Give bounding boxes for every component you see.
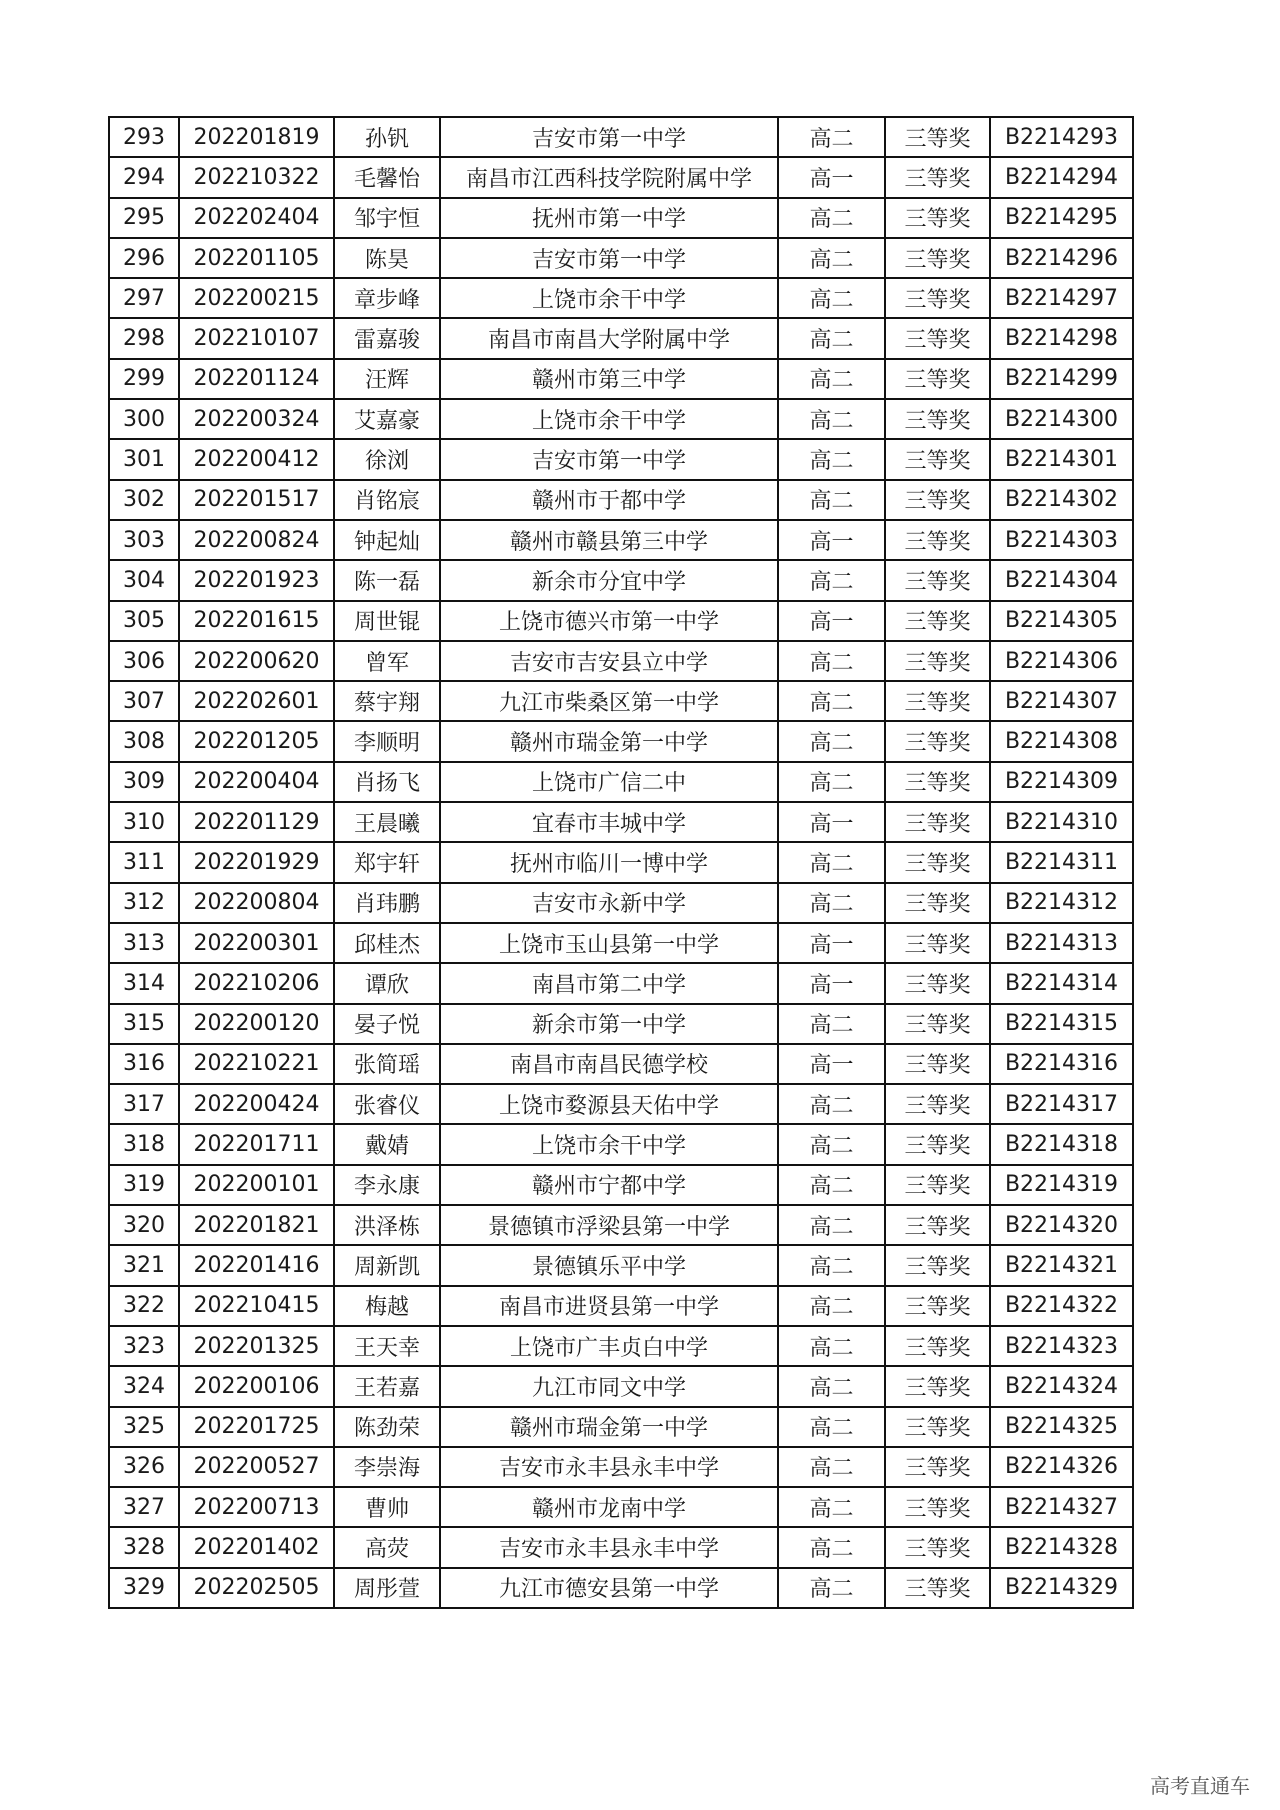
student-name-cell: 陈劲荣 bbox=[334, 1407, 440, 1447]
table-row bbox=[109, 601, 1133, 641]
row-number-cell: 300 bbox=[109, 399, 179, 439]
grade-cell: 高二 bbox=[778, 480, 885, 520]
school-cell: 南昌市南昌大学附属中学 bbox=[440, 318, 778, 358]
award-level-cell: 三等奖 bbox=[885, 520, 990, 560]
student-name-cell: 艾嘉豪 bbox=[334, 399, 440, 439]
table-row bbox=[109, 318, 1133, 358]
certificate-number-cell: B2214313 bbox=[990, 923, 1133, 963]
student-id-cell: 202210415 bbox=[179, 1286, 334, 1326]
row-number-cell: 309 bbox=[109, 762, 179, 802]
award-level-cell: 三等奖 bbox=[885, 681, 990, 721]
certificate-number-cell: B2214318 bbox=[990, 1124, 1133, 1164]
table-row bbox=[109, 198, 1133, 238]
table-row bbox=[109, 1407, 1133, 1447]
student-id-cell: 202200527 bbox=[179, 1447, 334, 1487]
table-row bbox=[109, 238, 1133, 278]
row-number-cell: 327 bbox=[109, 1487, 179, 1527]
row-number-cell: 294 bbox=[109, 157, 179, 197]
student-name-cell: 汪辉 bbox=[334, 359, 440, 399]
school-cell: 九江市柴桑区第一中学 bbox=[440, 681, 778, 721]
grade-cell: 高二 bbox=[778, 439, 885, 479]
school-cell: 上饶市余干中学 bbox=[440, 1124, 778, 1164]
certificate-number-cell: B2214312 bbox=[990, 883, 1133, 923]
school-cell: 九江市同文中学 bbox=[440, 1366, 778, 1406]
student-id-cell: 202201124 bbox=[179, 359, 334, 399]
grade-cell: 高二 bbox=[778, 1124, 885, 1164]
student-name-cell: 李崇海 bbox=[334, 1447, 440, 1487]
table-row bbox=[109, 1044, 1133, 1084]
row-number-cell: 307 bbox=[109, 681, 179, 721]
table-body bbox=[109, 117, 1133, 1608]
row-number-cell: 322 bbox=[109, 1286, 179, 1326]
row-number-cell: 329 bbox=[109, 1568, 179, 1608]
certificate-number-cell: B2214299 bbox=[990, 359, 1133, 399]
certificate-number-cell: B2214300 bbox=[990, 399, 1133, 439]
student-name-cell: 梅越 bbox=[334, 1286, 440, 1326]
award-level-cell: 三等奖 bbox=[885, 1004, 990, 1044]
school-cell: 上饶市婺源县天佑中学 bbox=[440, 1084, 778, 1124]
student-id-cell: 202201929 bbox=[179, 842, 334, 882]
table-row bbox=[109, 1286, 1133, 1326]
school-cell: 吉安市永丰县永丰中学 bbox=[440, 1527, 778, 1567]
row-number-cell: 313 bbox=[109, 923, 179, 963]
student-id-cell: 202200804 bbox=[179, 883, 334, 923]
certificate-number-cell: B2214296 bbox=[990, 238, 1133, 278]
student-name-cell: 毛馨怡 bbox=[334, 157, 440, 197]
award-level-cell: 三等奖 bbox=[885, 198, 990, 238]
student-id-cell: 202210206 bbox=[179, 963, 334, 1003]
school-cell: 抚州市第一中学 bbox=[440, 198, 778, 238]
grade-cell: 高二 bbox=[778, 1205, 885, 1245]
school-cell: 上饶市广信二中 bbox=[440, 762, 778, 802]
student-id-cell: 202200824 bbox=[179, 520, 334, 560]
row-number-cell: 328 bbox=[109, 1527, 179, 1567]
school-cell: 抚州市临川一博中学 bbox=[440, 842, 778, 882]
student-name-cell: 雷嘉骏 bbox=[334, 318, 440, 358]
row-number-cell: 310 bbox=[109, 802, 179, 842]
watermark-text: 高考直通车 bbox=[1150, 1774, 1250, 1798]
award-level-cell: 三等奖 bbox=[885, 157, 990, 197]
row-number-cell: 311 bbox=[109, 842, 179, 882]
student-name-cell: 高荧 bbox=[334, 1527, 440, 1567]
grade-cell: 高二 bbox=[778, 1165, 885, 1205]
row-number-cell: 297 bbox=[109, 278, 179, 318]
certificate-number-cell: B2214326 bbox=[990, 1447, 1133, 1487]
student-name-cell: 肖铭宸 bbox=[334, 480, 440, 520]
award-level-cell: 三等奖 bbox=[885, 1245, 990, 1285]
table-row bbox=[109, 359, 1133, 399]
grade-cell: 高二 bbox=[778, 883, 885, 923]
student-id-cell: 202200215 bbox=[179, 278, 334, 318]
school-cell: 赣州市宁都中学 bbox=[440, 1165, 778, 1205]
certificate-number-cell: B2214297 bbox=[990, 278, 1133, 318]
grade-cell: 高一 bbox=[778, 963, 885, 1003]
table-row bbox=[109, 1004, 1133, 1044]
student-name-cell: 王晨曦 bbox=[334, 802, 440, 842]
certificate-number-cell: B2214327 bbox=[990, 1487, 1133, 1527]
row-number-cell: 316 bbox=[109, 1044, 179, 1084]
grade-cell: 高二 bbox=[778, 318, 885, 358]
student-name-cell: 肖扬飞 bbox=[334, 762, 440, 802]
school-cell: 吉安市吉安县立中学 bbox=[440, 641, 778, 681]
grade-cell: 高一 bbox=[778, 923, 885, 963]
grade-cell: 高二 bbox=[778, 359, 885, 399]
school-cell: 赣州市瑞金第一中学 bbox=[440, 721, 778, 761]
award-level-cell: 三等奖 bbox=[885, 1487, 990, 1527]
school-cell: 景德镇乐平中学 bbox=[440, 1245, 778, 1285]
certificate-number-cell: B2214310 bbox=[990, 802, 1133, 842]
row-number-cell: 321 bbox=[109, 1245, 179, 1285]
table-row bbox=[109, 157, 1133, 197]
certificate-number-cell: B2214315 bbox=[990, 1004, 1133, 1044]
school-cell: 赣州市龙南中学 bbox=[440, 1487, 778, 1527]
grade-cell: 高一 bbox=[778, 157, 885, 197]
row-number-cell: 295 bbox=[109, 198, 179, 238]
certificate-number-cell: B2214309 bbox=[990, 762, 1133, 802]
student-id-cell: 202210107 bbox=[179, 318, 334, 358]
student-id-cell: 202201923 bbox=[179, 560, 334, 600]
table-row bbox=[109, 802, 1133, 842]
award-level-cell: 三等奖 bbox=[885, 560, 990, 600]
school-cell: 南昌市第二中学 bbox=[440, 963, 778, 1003]
certificate-number-cell: B2214307 bbox=[990, 681, 1133, 721]
table-row bbox=[109, 439, 1133, 479]
grade-cell: 高二 bbox=[778, 399, 885, 439]
award-level-cell: 三等奖 bbox=[885, 480, 990, 520]
award-level-cell: 三等奖 bbox=[885, 1366, 990, 1406]
student-id-cell: 202201711 bbox=[179, 1124, 334, 1164]
table-row bbox=[109, 560, 1133, 600]
school-cell: 上饶市玉山县第一中学 bbox=[440, 923, 778, 963]
student-name-cell: 曾军 bbox=[334, 641, 440, 681]
row-number-cell: 302 bbox=[109, 480, 179, 520]
student-name-cell: 戴婧 bbox=[334, 1124, 440, 1164]
certificate-number-cell: B2214319 bbox=[990, 1165, 1133, 1205]
award-level-cell: 三等奖 bbox=[885, 802, 990, 842]
row-number-cell: 301 bbox=[109, 439, 179, 479]
table-row bbox=[109, 681, 1133, 721]
row-number-cell: 319 bbox=[109, 1165, 179, 1205]
award-level-cell: 三等奖 bbox=[885, 1568, 990, 1608]
grade-cell: 高二 bbox=[778, 117, 885, 157]
grade-cell: 高二 bbox=[778, 238, 885, 278]
grade-cell: 高二 bbox=[778, 842, 885, 882]
certificate-number-cell: B2214303 bbox=[990, 520, 1133, 560]
student-id-cell: 202201105 bbox=[179, 238, 334, 278]
grade-cell: 高二 bbox=[778, 681, 885, 721]
certificate-number-cell: B2214304 bbox=[990, 560, 1133, 600]
certificate-number-cell: B2214321 bbox=[990, 1245, 1133, 1285]
student-name-cell: 谭欣 bbox=[334, 963, 440, 1003]
row-number-cell: 320 bbox=[109, 1205, 179, 1245]
school-cell: 赣州市瑞金第一中学 bbox=[440, 1407, 778, 1447]
grade-cell: 高二 bbox=[778, 1527, 885, 1567]
student-name-cell: 郑宇轩 bbox=[334, 842, 440, 882]
student-name-cell: 章步峰 bbox=[334, 278, 440, 318]
certificate-number-cell: B2214293 bbox=[990, 117, 1133, 157]
grade-cell: 高二 bbox=[778, 560, 885, 600]
table-row bbox=[109, 480, 1133, 520]
school-cell: 南昌市江西科技学院附属中学 bbox=[440, 157, 778, 197]
row-number-cell: 308 bbox=[109, 721, 179, 761]
student-id-cell: 202201725 bbox=[179, 1407, 334, 1447]
table-row bbox=[109, 1447, 1133, 1487]
grade-cell: 高二 bbox=[778, 1084, 885, 1124]
award-level-cell: 三等奖 bbox=[885, 399, 990, 439]
table-row bbox=[109, 883, 1133, 923]
student-id-cell: 202202601 bbox=[179, 681, 334, 721]
student-id-cell: 202201615 bbox=[179, 601, 334, 641]
student-id-cell: 202201819 bbox=[179, 117, 334, 157]
certificate-number-cell: B2214323 bbox=[990, 1326, 1133, 1366]
award-level-cell: 三等奖 bbox=[885, 1084, 990, 1124]
row-number-cell: 315 bbox=[109, 1004, 179, 1044]
student-id-cell: 202210221 bbox=[179, 1044, 334, 1084]
award-level-cell: 三等奖 bbox=[885, 1205, 990, 1245]
award-level-cell: 三等奖 bbox=[885, 1447, 990, 1487]
award-level-cell: 三等奖 bbox=[885, 1527, 990, 1567]
certificate-number-cell: B2214324 bbox=[990, 1366, 1133, 1406]
grade-cell: 高二 bbox=[778, 641, 885, 681]
table-row bbox=[109, 1165, 1133, 1205]
student-name-cell: 肖玮鹏 bbox=[334, 883, 440, 923]
certificate-number-cell: B2214305 bbox=[990, 601, 1133, 641]
grade-cell: 高二 bbox=[778, 1326, 885, 1366]
certificate-number-cell: B2214298 bbox=[990, 318, 1133, 358]
student-id-cell: 202200713 bbox=[179, 1487, 334, 1527]
student-id-cell: 202202505 bbox=[179, 1568, 334, 1608]
row-number-cell: 317 bbox=[109, 1084, 179, 1124]
grade-cell: 高二 bbox=[778, 1004, 885, 1044]
certificate-number-cell: B2214308 bbox=[990, 721, 1133, 761]
award-level-cell: 三等奖 bbox=[885, 1326, 990, 1366]
school-cell: 景德镇市浮梁县第一中学 bbox=[440, 1205, 778, 1245]
certificate-number-cell: B2214325 bbox=[990, 1407, 1133, 1447]
certificate-number-cell: B2214317 bbox=[990, 1084, 1133, 1124]
student-id-cell: 202200412 bbox=[179, 439, 334, 479]
award-level-cell: 三等奖 bbox=[885, 842, 990, 882]
school-cell: 赣州市第三中学 bbox=[440, 359, 778, 399]
grade-cell: 高一 bbox=[778, 1044, 885, 1084]
school-cell: 上饶市余干中学 bbox=[440, 399, 778, 439]
certificate-number-cell: B2214316 bbox=[990, 1044, 1133, 1084]
student-id-cell: 202200324 bbox=[179, 399, 334, 439]
student-name-cell: 洪泽栋 bbox=[334, 1205, 440, 1245]
award-level-cell: 三等奖 bbox=[885, 238, 990, 278]
student-name-cell: 孙钒 bbox=[334, 117, 440, 157]
grade-cell: 高二 bbox=[778, 198, 885, 238]
table-row bbox=[109, 399, 1133, 439]
certificate-number-cell: B2214301 bbox=[990, 439, 1133, 479]
student-name-cell: 徐浏 bbox=[334, 439, 440, 479]
grade-cell: 高二 bbox=[778, 1245, 885, 1285]
student-id-cell: 202210322 bbox=[179, 157, 334, 197]
row-number-cell: 324 bbox=[109, 1366, 179, 1406]
row-number-cell: 298 bbox=[109, 318, 179, 358]
student-name-cell: 周新凯 bbox=[334, 1245, 440, 1285]
certificate-number-cell: B2214306 bbox=[990, 641, 1133, 681]
student-id-cell: 202201402 bbox=[179, 1527, 334, 1567]
certificate-number-cell: B2214314 bbox=[990, 963, 1133, 1003]
student-id-cell: 202201205 bbox=[179, 721, 334, 761]
certificate-number-cell: B2214329 bbox=[990, 1568, 1133, 1608]
student-name-cell: 王天幸 bbox=[334, 1326, 440, 1366]
student-id-cell: 202201821 bbox=[179, 1205, 334, 1245]
school-cell: 九江市德安县第一中学 bbox=[440, 1568, 778, 1608]
school-cell: 吉安市第一中学 bbox=[440, 117, 778, 157]
student-id-cell: 202200424 bbox=[179, 1084, 334, 1124]
grade-cell: 高一 bbox=[778, 520, 885, 560]
student-name-cell: 陈一磊 bbox=[334, 560, 440, 600]
award-level-cell: 三等奖 bbox=[885, 117, 990, 157]
certificate-number-cell: B2214322 bbox=[990, 1286, 1133, 1326]
school-cell: 吉安市永新中学 bbox=[440, 883, 778, 923]
student-id-cell: 202200120 bbox=[179, 1004, 334, 1044]
school-cell: 赣州市于都中学 bbox=[440, 480, 778, 520]
table-row bbox=[109, 842, 1133, 882]
school-cell: 吉安市第一中学 bbox=[440, 439, 778, 479]
certificate-number-cell: B2214328 bbox=[990, 1527, 1133, 1567]
award-level-cell: 三等奖 bbox=[885, 1407, 990, 1447]
award-level-cell: 三等奖 bbox=[885, 762, 990, 802]
school-cell: 上饶市德兴市第一中学 bbox=[440, 601, 778, 641]
grade-cell: 高一 bbox=[778, 601, 885, 641]
student-id-cell: 202200404 bbox=[179, 762, 334, 802]
award-level-cell: 三等奖 bbox=[885, 963, 990, 1003]
student-id-cell: 202201517 bbox=[179, 480, 334, 520]
table-row bbox=[109, 278, 1133, 318]
student-name-cell: 钟起灿 bbox=[334, 520, 440, 560]
table-row bbox=[109, 1527, 1133, 1567]
table-row bbox=[109, 1366, 1133, 1406]
student-name-cell: 邱桂杰 bbox=[334, 923, 440, 963]
grade-cell: 高一 bbox=[778, 802, 885, 842]
award-level-cell: 三等奖 bbox=[885, 721, 990, 761]
row-number-cell: 323 bbox=[109, 1326, 179, 1366]
school-cell: 新余市分宜中学 bbox=[440, 560, 778, 600]
table-row bbox=[109, 721, 1133, 761]
award-level-cell: 三等奖 bbox=[885, 318, 990, 358]
table-row bbox=[109, 520, 1133, 560]
student-name-cell: 邹宇恒 bbox=[334, 198, 440, 238]
row-number-cell: 293 bbox=[109, 117, 179, 157]
student-name-cell: 周彤萱 bbox=[334, 1568, 440, 1608]
school-cell: 上饶市广丰贞白中学 bbox=[440, 1326, 778, 1366]
student-id-cell: 202200101 bbox=[179, 1165, 334, 1205]
row-number-cell: 326 bbox=[109, 1447, 179, 1487]
table-row bbox=[109, 963, 1133, 1003]
school-cell: 吉安市第一中学 bbox=[440, 238, 778, 278]
award-level-cell: 三等奖 bbox=[885, 1286, 990, 1326]
table-row bbox=[109, 1487, 1133, 1527]
school-cell: 新余市第一中学 bbox=[440, 1004, 778, 1044]
student-name-cell: 陈昊 bbox=[334, 238, 440, 278]
table-row bbox=[109, 1124, 1133, 1164]
student-name-cell: 李永康 bbox=[334, 1165, 440, 1205]
school-cell: 南昌市南昌民德学校 bbox=[440, 1044, 778, 1084]
student-name-cell: 晏子悦 bbox=[334, 1004, 440, 1044]
school-cell: 赣州市赣县第三中学 bbox=[440, 520, 778, 560]
award-level-cell: 三等奖 bbox=[885, 641, 990, 681]
table-row bbox=[109, 117, 1133, 157]
student-id-cell: 202200106 bbox=[179, 1366, 334, 1406]
grade-cell: 高二 bbox=[778, 721, 885, 761]
school-cell: 南昌市进贤县第一中学 bbox=[440, 1286, 778, 1326]
school-cell: 上饶市余干中学 bbox=[440, 278, 778, 318]
award-level-cell: 三等奖 bbox=[885, 883, 990, 923]
row-number-cell: 303 bbox=[109, 520, 179, 560]
student-name-cell: 张简瑶 bbox=[334, 1044, 440, 1084]
grade-cell: 高二 bbox=[778, 1487, 885, 1527]
certificate-number-cell: B2214295 bbox=[990, 198, 1133, 238]
student-name-cell: 曹帅 bbox=[334, 1487, 440, 1527]
award-level-cell: 三等奖 bbox=[885, 439, 990, 479]
table-row bbox=[109, 762, 1133, 802]
grade-cell: 高二 bbox=[778, 762, 885, 802]
student-id-cell: 202201129 bbox=[179, 802, 334, 842]
award-level-cell: 三等奖 bbox=[885, 1124, 990, 1164]
table-row bbox=[109, 641, 1133, 681]
school-cell: 宜春市丰城中学 bbox=[440, 802, 778, 842]
grade-cell: 高二 bbox=[778, 1447, 885, 1487]
award-list-table bbox=[108, 116, 1134, 1609]
grade-cell: 高二 bbox=[778, 1366, 885, 1406]
student-name-cell: 王若嘉 bbox=[334, 1366, 440, 1406]
student-name-cell: 张睿仪 bbox=[334, 1084, 440, 1124]
award-level-cell: 三等奖 bbox=[885, 359, 990, 399]
table-row bbox=[109, 1326, 1133, 1366]
student-id-cell: 202200301 bbox=[179, 923, 334, 963]
table-row bbox=[109, 1568, 1133, 1608]
certificate-number-cell: B2214302 bbox=[990, 480, 1133, 520]
student-id-cell: 202202404 bbox=[179, 198, 334, 238]
student-id-cell: 202201325 bbox=[179, 1326, 334, 1366]
school-cell: 吉安市永丰县永丰中学 bbox=[440, 1447, 778, 1487]
award-level-cell: 三等奖 bbox=[885, 923, 990, 963]
certificate-number-cell: B2214294 bbox=[990, 157, 1133, 197]
student-name-cell: 蔡宇翔 bbox=[334, 681, 440, 721]
student-id-cell: 202201416 bbox=[179, 1245, 334, 1285]
table-row bbox=[109, 1205, 1133, 1245]
student-name-cell: 李顺明 bbox=[334, 721, 440, 761]
row-number-cell: 296 bbox=[109, 238, 179, 278]
award-level-cell: 三等奖 bbox=[885, 278, 990, 318]
table-row bbox=[109, 923, 1133, 963]
table-row bbox=[109, 1084, 1133, 1124]
grade-cell: 高二 bbox=[778, 1568, 885, 1608]
student-name-cell: 周世锟 bbox=[334, 601, 440, 641]
grade-cell: 高二 bbox=[778, 1286, 885, 1326]
row-number-cell: 318 bbox=[109, 1124, 179, 1164]
award-level-cell: 三等奖 bbox=[885, 601, 990, 641]
row-number-cell: 304 bbox=[109, 560, 179, 600]
row-number-cell: 325 bbox=[109, 1407, 179, 1447]
certificate-number-cell: B2214320 bbox=[990, 1205, 1133, 1245]
row-number-cell: 314 bbox=[109, 963, 179, 1003]
grade-cell: 高二 bbox=[778, 278, 885, 318]
student-id-cell: 202200620 bbox=[179, 641, 334, 681]
award-level-cell: 三等奖 bbox=[885, 1044, 990, 1084]
row-number-cell: 299 bbox=[109, 359, 179, 399]
row-number-cell: 305 bbox=[109, 601, 179, 641]
award-level-cell: 三等奖 bbox=[885, 1165, 990, 1205]
row-number-cell: 306 bbox=[109, 641, 179, 681]
certificate-number-cell: B2214311 bbox=[990, 842, 1133, 882]
table-row bbox=[109, 1245, 1133, 1285]
grade-cell: 高二 bbox=[778, 1407, 885, 1447]
row-number-cell: 312 bbox=[109, 883, 179, 923]
